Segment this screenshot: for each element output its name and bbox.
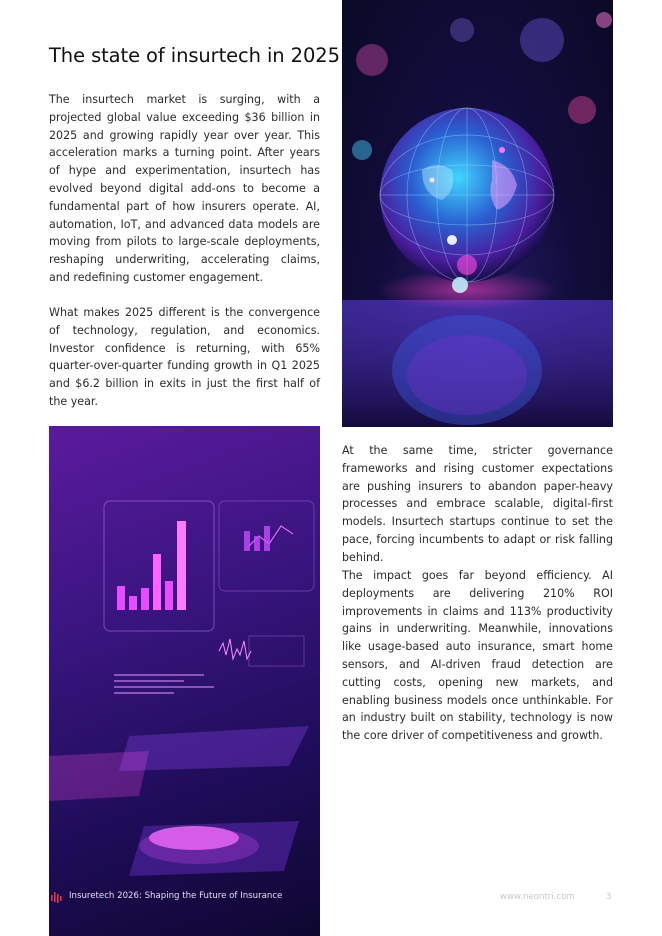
- page-number: 3: [606, 892, 612, 902]
- glowing-globe-illustration: [342, 0, 613, 427]
- holographic-dashboard-illustration: [49, 426, 320, 936]
- page-title: The state of insurtech in 2025: [49, 44, 340, 67]
- paragraph-2025-difference: What makes 2025 different is the convergence of technology, regulation, and economics. Investor confidence is returning, with 65% quarter-over-quarter funding growth in Q1 2025 and $6.2 billion in exits in just the first half of the year.: [49, 306, 320, 408]
- neontri-logo-icon: [50, 890, 64, 904]
- paragraph-governance: At the same time, stricter governance frameworks and rising customer expectations are pushing insurers to abandon paper-heavy processes and embrace scalable, digital-first models. Insurtech startups continue to set the pace, forcing incumbents to adapt or risk falling behind.: [342, 444, 613, 564]
- paragraph-impact: The impact goes far beyond efficiency. AI deployments are delivering 210% ROI improvements in claims and 113% productivity gains in underwriting. Meanwhile, innovations like usage-based auto insurance, smart home sensors, and AI-driven fraud detection are cutting costs, opening new markets, and enabling business models once unthinkable. For an industry built on stability, technology is now the core driver of competitiveness and growth.: [342, 569, 613, 743]
- paragraph-intro: The insurtech market is surging, with a projected global value exceeding $36 billion in 2025 and growing rapidly year over year. This acceleration marks a turning point. After years of hype and experimentation, insurtech has evolved beyond digital add-ons to become a fundamental part of how insurers operate. AI, automation, IoT, and advanced data models are moving from pilots to large-scale deployments, reshaping underwriting, accelerating claims, and redefining customer engagement.: [49, 93, 320, 284]
- dashboard-image: [49, 426, 320, 936]
- globe-image: [342, 0, 613, 427]
- footer-report-title: Insuretech 2026: Shaping the Future of Insurance: [69, 891, 283, 901]
- footer-url[interactable]: www.neontri.com: [500, 892, 575, 902]
